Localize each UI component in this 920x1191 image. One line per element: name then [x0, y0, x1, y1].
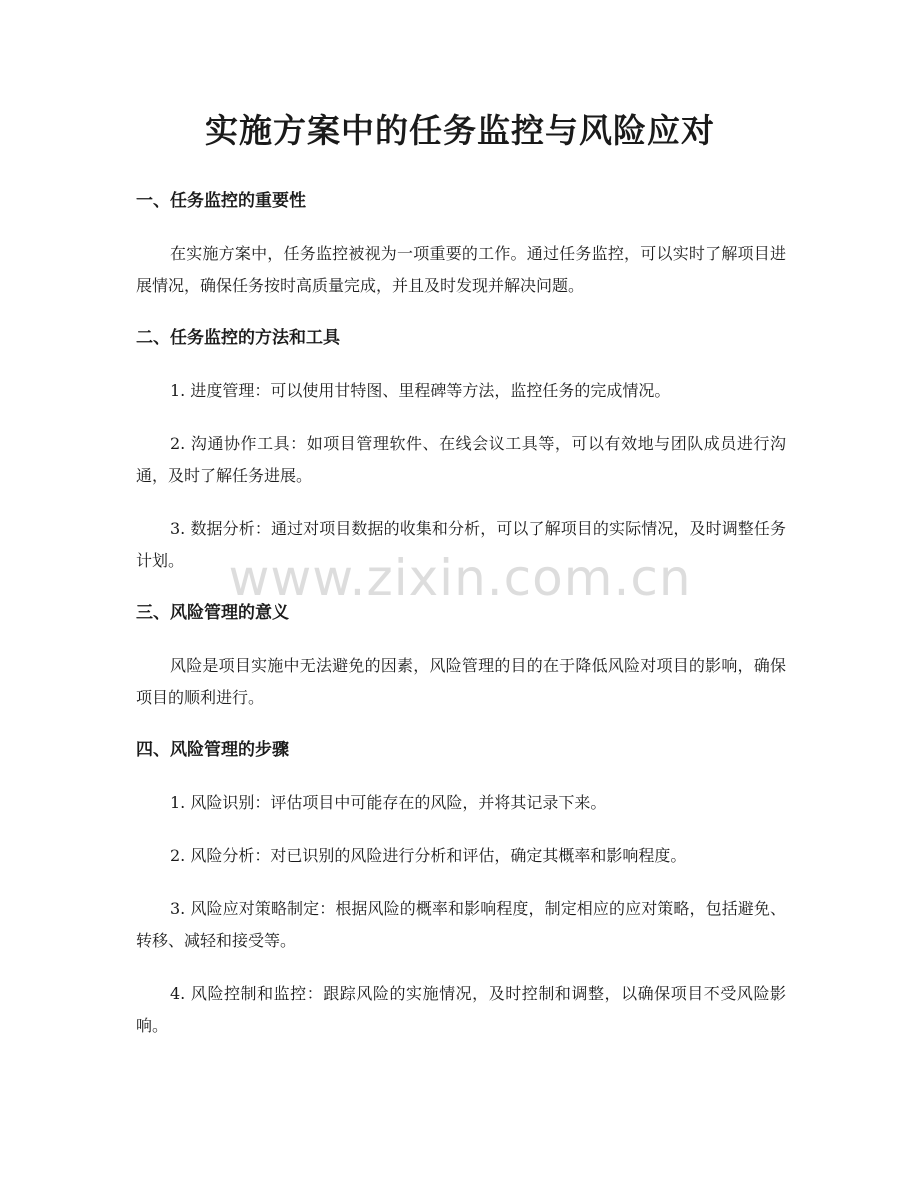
- section-risk-steps: [136, 735, 786, 1042]
- document-body: [136, 186, 786, 1042]
- list-item: 1. 进度管理：可以使用甘特图、里程碑等方法，监控任务的完成情况。: [170, 381, 671, 400]
- paragraph: 在实施方案中，任务监控被视为一项重要的工作。通过任务监控，可以实时了解项目进展情况，确保任务按时高质量完成，并且及时发现并解决问题。: [136, 244, 786, 295]
- list-item: 1. 风险识别：评估项目中可能存在的风险，并将其记录下来。: [170, 793, 607, 812]
- section-heading: 二、任务监控的方法和工具: [136, 328, 340, 348]
- watermark: www.zixin.com.cn: [228, 549, 692, 607]
- section-heading: 四、风险管理的步骤: [136, 740, 289, 760]
- list-item: 4. 风险控制和监控：跟踪风险的实施情况，及时控制和调整，以确保项目不受风险影响。: [136, 984, 786, 1035]
- list-item: 3. 风险应对策略制定：根据风险的概率和影响程度，制定相应的应对策略，包括避免、转移、减轻和接受等。: [136, 899, 786, 950]
- section-methods: [136, 323, 786, 577]
- list-item: 3. 数据分析：通过对项目数据的收集和分析，可以了解项目的实际情况，及时调整任务计划。: [136, 519, 786, 570]
- list-item: 2. 沟通协作工具：如项目管理软件、在线会议工具等，可以有效地与团队成员进行沟通，及时了解任务进展。: [136, 434, 786, 485]
- section-heading: 三、风险管理的意义: [136, 603, 289, 623]
- page-title: 实施方案中的任务监控与风险应对: [205, 111, 715, 150]
- paragraph: 风险是项目实施中无法避免的因素，风险管理的目的在于降低风险对项目的影响，确保项目的顺利进行。: [136, 656, 786, 707]
- section-heading: 一、任务监控的重要性: [136, 191, 306, 211]
- section-risk-meaning: [136, 598, 786, 714]
- list-item: 2. 风险分析：对已识别的风险进行分析和评估，确定其概率和影响程度。: [170, 846, 687, 865]
- section-importance: [136, 186, 786, 302]
